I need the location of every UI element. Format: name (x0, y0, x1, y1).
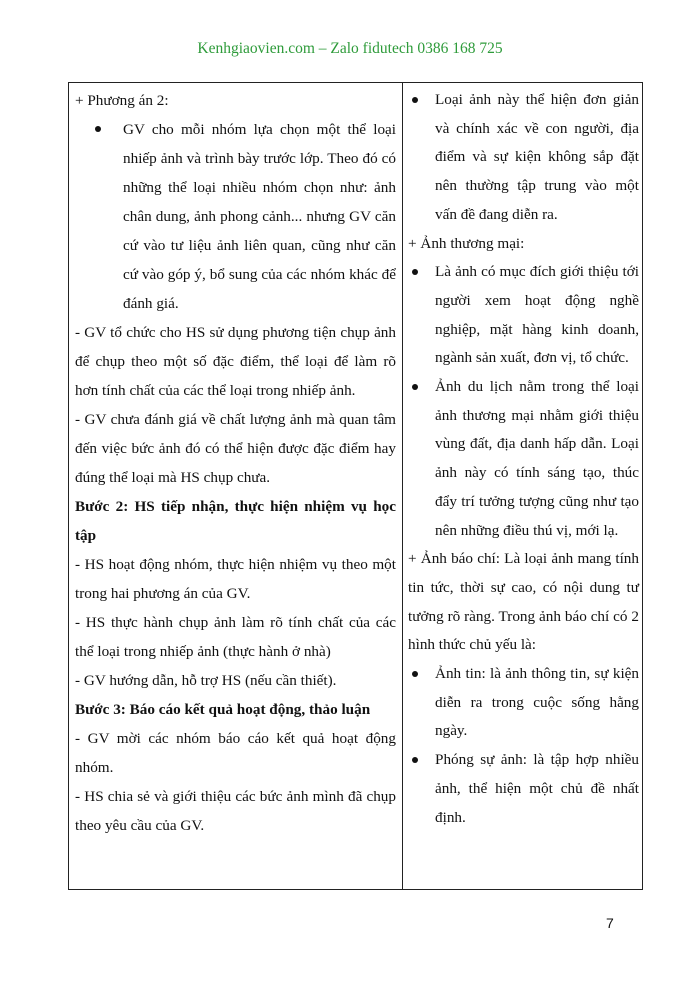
bullet-dot-icon (412, 384, 418, 390)
bullet-dot-icon (95, 126, 101, 132)
travel-bullet-item (408, 373, 639, 545)
right-column (408, 86, 639, 832)
step3-paragraph-2: - HS chia sẻ và giới thiệu các bức ảnh mình đã chụp theo yêu cầu của GV. (75, 788, 396, 834)
step3-heading: Bước 3: Báo cáo kết quả hoạt động, thảo luận (75, 701, 371, 718)
lesson-table (68, 82, 643, 890)
press-paragraph: + Ảnh báo chí: Là loại ảnh mang tính tin tức, thời sự cao, có nội dung tư tưởng rõ ràng. Trong ảnh báo chí có 2 hình thức chủ yếu là: (408, 550, 639, 654)
commercial-bullet-text: Là ảnh có mục đích giới thiệu tới người xem hoạt động nghề nghiệp, mặt hàng kinh doanh, ngành sản xuất, đơn vị, tổ chức. (435, 263, 639, 367)
commercial-label: + Ảnh thương mại: (408, 234, 525, 252)
option2-bullet-text: GV cho mỗi nhóm lựa chọn một thể loại nhiếp ảnh và trình bày trước lớp. Theo đó có những thể loại nhiều nhóm chọn như: ảnh chân dung, ảnh phong cảnh... nhưng GV căn cứ vào tư liệu ảnh liên quan, cũng như căn cứ vào góp ý, bổ sung của các nhóm khác để đánh giá. (123, 121, 396, 312)
option2-bullet-item (75, 115, 396, 318)
photo-report-bullet-text: Phóng sự ảnh: là tập hợp nhiều ảnh, thể hiện một chủ đề nhất định. (435, 751, 639, 826)
news-photo-bullet-text: Ảnh tin: là ảnh thông tin, sự kiện diễn ra trong cuộc sống hằng ngày. (435, 665, 639, 740)
travel-bullet-text: Ảnh du lịch nằm trong thể loại ảnh thương mại nhằm giới thiệu vùng đất, địa danh hấp dẫn. Loại ảnh này có tính sáng tạo, thúc đẩy trí tưởng tượng cũng như tạo nên những điều thú vị, mới lạ. (435, 378, 639, 539)
photo-report-bullet-item (408, 746, 639, 832)
teacher-organize-paragraph: - GV tổ chức cho HS sử dụng phương tiện chụp ảnh để chụp theo một số đặc điểm, thể loại để làm rõ hơn tính chất của các thể loại trong nhiếp ảnh. (75, 324, 396, 399)
documentary-bullet-item (408, 86, 639, 230)
commercial-bullet-item (408, 258, 639, 373)
header-contact: Zalo fidutech 0386 168 725 (330, 40, 503, 57)
documentary-bullet-text: Loại ảnh này thể hiện đơn giản và chính xác về con người, địa điểm và sự kiện không sắp đặt nên thường tập trung vào một vấn đề đang diễn ra. (435, 91, 639, 223)
column-divider (402, 83, 403, 889)
bullet-dot-icon (412, 269, 418, 275)
teacher-evaluate-paragraph: - GV chưa đánh giá về chất lượng ảnh mà quan tâm đến việc bức ảnh đó có thể hiện được đặc điểm hay đúng thể loại mà HS chụp chưa. (75, 411, 396, 486)
page-number: 7 (606, 915, 614, 931)
step2-paragraph-2: - HS thực hành chụp ảnh làm rõ tính chất của các thể loại trong nhiếp ảnh (thực hành ở nhà) (75, 614, 396, 660)
step2-heading: Bước 2: HS tiếp nhận, thực hiện nhiệm vụ học tập (75, 498, 396, 544)
step2-paragraph-1: - HS hoạt động nhóm, thực hiện nhiệm vụ theo một trong hai phương án của GV. (75, 556, 396, 602)
step3-paragraph-1: - GV mời các nhóm báo cáo kết quả hoạt động nhóm. (75, 730, 396, 776)
option2-label: + Phương án 2: (75, 92, 169, 109)
bullet-dot-icon (412, 97, 418, 103)
header-separator: – (318, 40, 327, 57)
news-photo-bullet-item (408, 660, 639, 746)
page-header (0, 40, 700, 58)
bullet-dot-icon (412, 671, 418, 677)
header-site-link[interactable]: Kenhgiaovien.com (197, 40, 315, 57)
step2-paragraph-3: - GV hướng dẫn, hỗ trợ HS (nếu cần thiết). (75, 672, 337, 689)
bullet-dot-icon (412, 757, 418, 763)
left-column (75, 86, 396, 840)
